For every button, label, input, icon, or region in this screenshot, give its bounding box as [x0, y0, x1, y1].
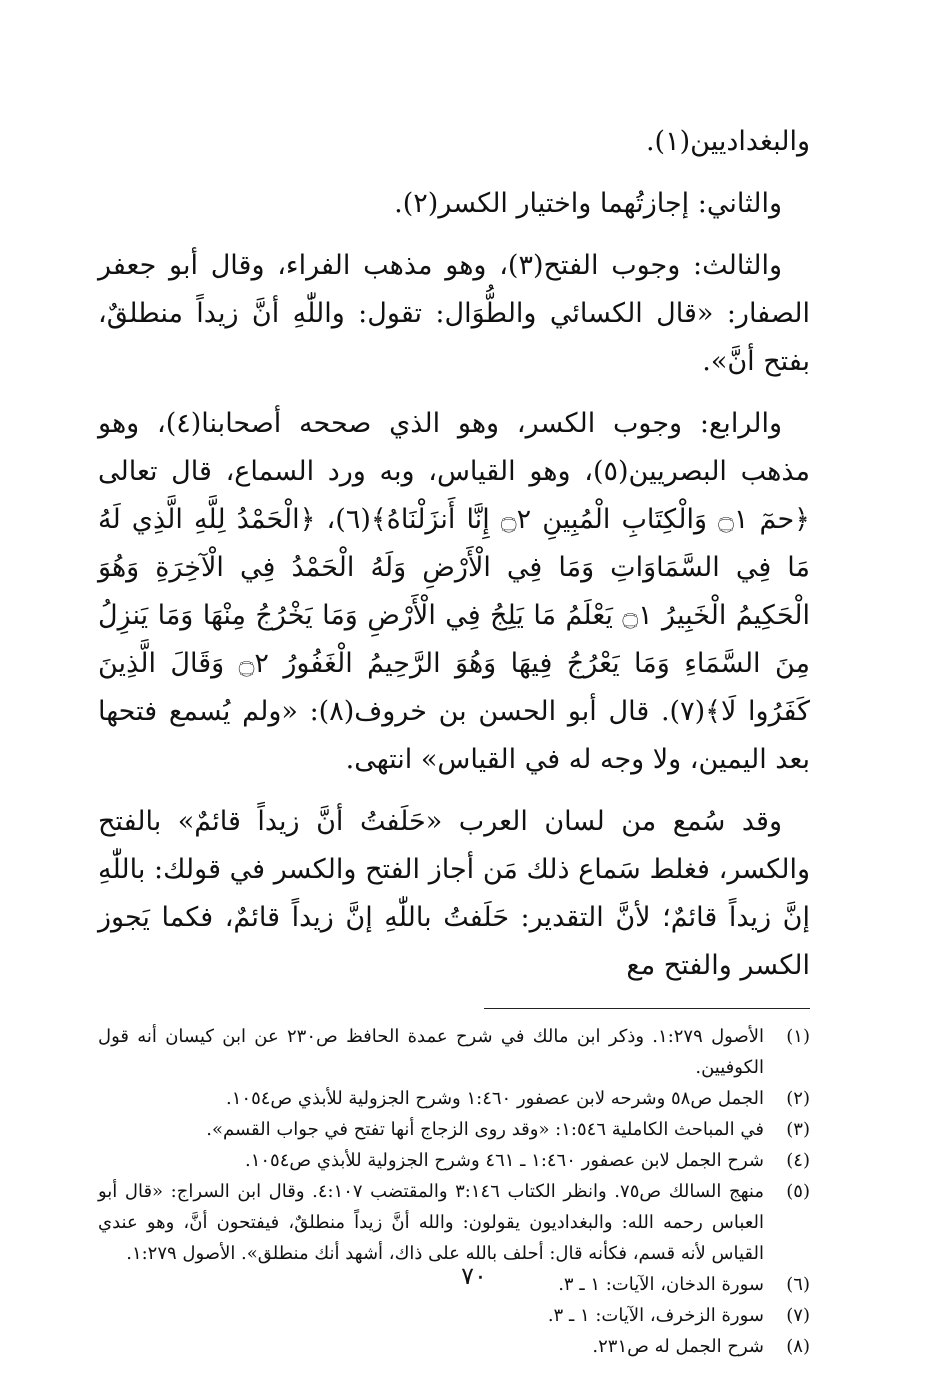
page-number: ٧٠ [461, 1262, 487, 1290]
footnote-divider [484, 1008, 810, 1009]
footnote-number: (٨) [786, 1336, 810, 1357]
footnote-text: شرح الجمل له ص٢٣١. [592, 1336, 764, 1357]
paragraph-2: والثاني: إجازتُهما واختيار الكسر(٢). [394, 188, 782, 219]
main-text [98, 118, 810, 990]
paragraph-5: وقد سُمع من لسان العرب «حَلَفتُ أنَّ زيداً قائمٌ» بالفتح والكسر، فغلط سَماع ذلك مَن أجاز الفتح والكسر في قولك: باللّٰهِ إنَّ زيداً قائمٌ؛ لأنَّ التقدير: حَلَفتُ باللّٰهِ إنَّ زيداً قائمٌ، فكما يَجوز الكسر والفتح مع [98, 806, 810, 981]
footnote-text: الجمل ص٥٨ وشرحه لابن عصفور ١:٤٦٠ وشرح الجزولية للأبذي ص١٠٥٤. [226, 1088, 764, 1109]
footnote-text: شرح الجمل لابن عصفور ١:٤٦٠ ـ ٤٦١ وشرح الجزولية للأبذي ص١٠٥٤. [244, 1150, 764, 1171]
footnote-4 [98, 1145, 810, 1176]
footnote-number: (٢) [786, 1088, 810, 1109]
footnote-number: (٣) [786, 1119, 810, 1140]
footnote-5 [98, 1176, 810, 1269]
footnote-text: سورة الزخرف، الآيات: ١ ـ ٣. [547, 1305, 764, 1326]
footnotes [98, 1021, 810, 1362]
paragraph-1: والبغداديين(١). [645, 126, 810, 157]
footnote-2 [98, 1083, 810, 1114]
footnote-3 [98, 1114, 810, 1145]
footnote-7 [98, 1300, 810, 1331]
footnote-text: الأصول ١:٢٧٩. وذكر ابن مالك في شرح عمدة الحافظ ص٢٣٠ عن ابن كيسان أنه قول الكوفيين. [98, 1026, 764, 1078]
paragraph-4: والرابع: وجوب الكسر، وهو الذي صححه أصحابنا(٤)، وهو مذهب البصريين(٥)، وهو القياس، وبه ورد السماع، قال تعالى ﴿حمٓ ۝١ وَالْكِتَابِ الْمُبِينِ ۝٢ إِنَّا أَنزَلْنَاهُ﴾(٦)، ﴿الْحَمْدُ لِلَّهِ الَّذِي لَهُ مَا فِي السَّمَاوَاتِ وَمَا فِي الْأَرْضِ وَلَهُ الْحَمْدُ فِي الْآخِرَةِ وَهُوَ الْحَكِيمُ الْخَبِيرُ ۝١ يَعْلَمُ مَا يَلِجُ فِي الْأَرْضِ وَمَا يَخْرُجُ مِنْهَا وَمَا يَنزِلُ مِنَ السَّمَاءِ وَمَا يَعْرُجُ فِيهَا وَهُوَ الرَّحِيمُ الْغَفُورُ ۝٢ وَقَالَ الَّذِينَ كَفَرُوا لَا﴾(٧). قال أبو الحسن بن خروف(٨): «ولم يُسمع فتحها بعد اليمين، ولا وجه له في القياس» انتهى. [98, 408, 811, 775]
footnote-8 [98, 1331, 810, 1362]
footnote-1 [98, 1021, 810, 1083]
footnote-number: (٦) [786, 1274, 810, 1295]
footnote-number: (٤) [786, 1150, 810, 1171]
footnote-text: سورة الدخان، الآيات: ١ ـ ٣. [558, 1274, 764, 1295]
footnote-text: في المباحث الكاملية ١:٥٤٦: «وقد روى الزجاج أنها تفتح في جواب القسم». [206, 1119, 764, 1140]
footnote-number: (١) [786, 1026, 810, 1047]
footnote-number: (٥) [786, 1181, 810, 1202]
footnote-text: منهج السالك ص٧٥. وانظر الكتاب ٣:١٤٦ والمقتضب ٤:١٠٧. وقال ابن السراج: «قال أبو العباس رحمه الله: والبغداديون يقولون: والله أنَّ زيداً منطلقٌ، فيفتحون أنَّ، وهو عندي القياس لأنه قسم، فكأنه قال: أحلف بالله على ذاك، أشهد أنك منطلق». الأصول ١:٢٧٩. [98, 1181, 764, 1264]
paragraph-3: والثالث: وجوب الفتح(٣)، وهو مذهب الفراء، وقال أبو جعفر الصفار: «قال الكسائي والطُّوَال: تقول: واللّٰهِ أنَّ زيداً منطلقٌ، بفتح أنَّ». [98, 250, 810, 377]
footnote-number: (٧) [786, 1305, 810, 1326]
